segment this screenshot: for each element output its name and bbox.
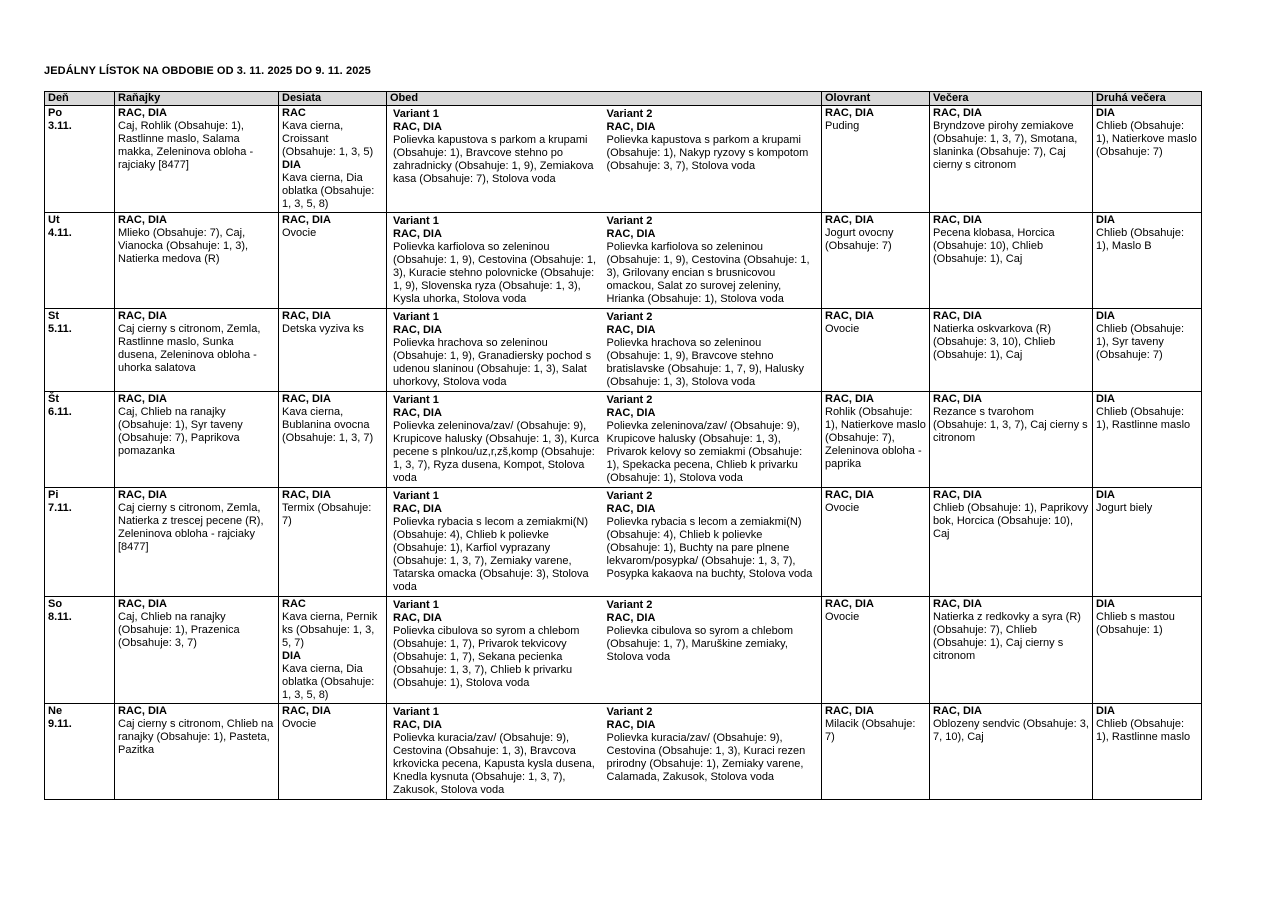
diet-label: RAC, DIA bbox=[118, 107, 167, 119]
vecera-cell bbox=[930, 597, 1093, 704]
table-row bbox=[45, 106, 1202, 213]
day-cell bbox=[45, 704, 115, 800]
meal-text: Ovocie bbox=[825, 502, 860, 514]
vecera-cell bbox=[930, 106, 1093, 213]
desiata-cell bbox=[279, 704, 387, 800]
meal-text: Polievka cibulova so syrom a chlebom (Obsahuje: 1, 7), Privarok tekvicovy (Obsahuje: 1, 7), Sekana pecienka (Obsahuje: 1, 3, 7), Chlieb k privarku (Obsahuje: 1), Stolova voda bbox=[393, 625, 580, 689]
olovrant-cell bbox=[822, 488, 930, 597]
meal-text: Polievka kapustova s parkom a krupami (Obsahuje: 1), Bravcove stehno po zahradnicky (Obsahuje: 1, 9), Zemiakova kasa (Obsahuje: 7), Stolova voda bbox=[393, 134, 594, 185]
variant-label: Variant 2 bbox=[606, 108, 653, 120]
diet-label: RAC, DIA bbox=[825, 310, 874, 322]
meal-text: Ovocie bbox=[282, 227, 317, 239]
day-date: 8.11. bbox=[48, 611, 72, 623]
obed-variant bbox=[604, 598, 818, 691]
diet-label: RAC, DIA bbox=[393, 612, 442, 624]
diet-label: RAC, DIA bbox=[393, 407, 442, 419]
vecera-cell bbox=[930, 213, 1093, 309]
meal-text: Kava cierna, Dia oblatka (Obsahuje: 1, 3, 5, 8) bbox=[282, 663, 375, 701]
obed-variants bbox=[390, 489, 818, 595]
diet-label: RAC, DIA bbox=[282, 310, 331, 322]
day-name: St bbox=[48, 310, 59, 322]
column-header-desiata: Desiata bbox=[279, 92, 387, 106]
day-name: Pi bbox=[48, 489, 59, 501]
meal-text: Pecena klobasa, Horcica (Obsahuje: 10), Chlieb (Obsahuje: 1), Caj bbox=[933, 227, 1055, 265]
diet-label: RAC, DIA bbox=[393, 121, 442, 133]
variant-label: Variant 1 bbox=[393, 490, 439, 502]
diet-label: RAC, DIA bbox=[606, 324, 656, 336]
column-header-vecera: Večera bbox=[930, 92, 1093, 106]
diet-label: DIA bbox=[1096, 705, 1115, 717]
meal-text: Puding bbox=[825, 120, 860, 132]
diet-label: RAC, DIA bbox=[606, 407, 656, 419]
meal-text: Kava cierna, Dia oblatka (Obsahuje: 1, 3, 5, 8) bbox=[282, 172, 375, 210]
diet-label: RAC, DIA bbox=[933, 489, 982, 501]
diet-label: RAC, DIA bbox=[393, 228, 442, 240]
desiata-cell bbox=[279, 213, 387, 309]
diet-label: DIA bbox=[282, 159, 301, 171]
obed-variant bbox=[390, 214, 604, 307]
day-cell bbox=[45, 309, 115, 392]
diet-label: RAC, DIA bbox=[118, 489, 167, 501]
meal-text: Polievka zeleninova/zav/ (Obsahuje: 9), Krupicove halusky (Obsahuje: 1, 3), Kurca pecene s plnkou/uz,r,zš,komp (Obsahuje: 1, 3, 7), Ryza dusena, Kompot, Stolova voda bbox=[393, 420, 600, 484]
ranajky-cell bbox=[115, 106, 279, 213]
meal-text: Caj cierny s citronom, Chlieb na ranajky (Obsahuje: 1), Pasteta, Pazitka bbox=[118, 718, 274, 756]
variant-label: Variant 1 bbox=[393, 108, 439, 120]
meal-text: Ovocie bbox=[825, 323, 860, 335]
table-row bbox=[45, 392, 1202, 488]
obed-variants bbox=[390, 705, 818, 798]
meal-text: Jogurt ovocny (Obsahuje: 7) bbox=[825, 227, 894, 252]
variant-label: Variant 1 bbox=[393, 706, 439, 718]
variant-label: Variant 2 bbox=[606, 599, 653, 611]
obed-variant bbox=[390, 310, 604, 390]
diet-label: RAC, DIA bbox=[393, 719, 442, 731]
meal-text: Chlieb (Obsahuje: 1), Natierkove maslo (Obsahuje: 7) bbox=[1096, 120, 1197, 158]
day-cell bbox=[45, 597, 115, 704]
menu-table bbox=[44, 91, 1202, 800]
vecera-cell bbox=[930, 704, 1093, 800]
diet-label: RAC, DIA bbox=[933, 705, 982, 717]
diet-label: RAC, DIA bbox=[118, 393, 167, 405]
variant-label: Variant 1 bbox=[393, 599, 439, 611]
page-title: JEDÁLNY LÍSTOK NA OBDOBIE OD 3. 11. 2025 DO 9. 11. 2025 bbox=[44, 65, 371, 77]
diet-label: RAC, DIA bbox=[606, 121, 656, 133]
obed-variant bbox=[390, 598, 604, 691]
obed-cell bbox=[387, 704, 822, 800]
meal-text: Polievka zeleninova/zav/ (Obsahuje: 9), Krupicove halusky (Obsahuje: 1, 3), Privarok kelovy so zemiakmi (Obsahuje: 1), Spekacka pecena, Chlieb k privarku (Obsahuje: 1), Stolova voda bbox=[606, 420, 803, 484]
meal-text: Caj, Chlieb na ranajky (Obsahuje: 1), Syr taveny (Obsahuje: 7), Paprikova pomazanka bbox=[118, 406, 243, 457]
variant-label: Variant 2 bbox=[606, 706, 653, 718]
obed-variant bbox=[604, 214, 818, 307]
ranajky-cell bbox=[115, 488, 279, 597]
diet-label: DIA bbox=[1096, 393, 1115, 405]
day-name: Ut bbox=[48, 214, 60, 226]
variant-label: Variant 1 bbox=[393, 394, 439, 406]
meal-text: Bryndzove pirohy zemiakove (Obsahuje: 1, 3, 7), Smotana, slaninka (Obsahuje: 7), Caj cierny s citronom bbox=[933, 120, 1078, 171]
obed-cell bbox=[387, 597, 822, 704]
meal-text: Chlieb (Obsahuje: 1), Rastlinne maslo bbox=[1096, 718, 1191, 743]
diet-label: RAC, DIA bbox=[933, 310, 982, 322]
diet-label: RAC, DIA bbox=[118, 214, 167, 226]
desiata-cell bbox=[279, 309, 387, 392]
diet-label: RAC, DIA bbox=[118, 310, 167, 322]
diet-label: RAC, DIA bbox=[282, 214, 331, 226]
table-row bbox=[45, 213, 1202, 309]
day-name: Ne bbox=[48, 705, 63, 717]
meal-text: Polievka karfiolova so zeleninou (Obsahuje: 1, 9), Cestovina (Obsahuje: 1, 3), Kuracie stehno polovnicke (Obsahuje: 1, 9), Slovenska ryza (Obsahuje: 1, 3), Kysla uhorka, Stolova voda bbox=[393, 241, 596, 305]
variant-label: Variant 2 bbox=[606, 215, 653, 227]
variant-label: Variant 2 bbox=[606, 311, 653, 323]
diet-label: RAC, DIA bbox=[606, 228, 656, 240]
diet-label: RAC, DIA bbox=[933, 598, 982, 610]
olovrant-cell bbox=[822, 106, 930, 213]
desiata-cell bbox=[279, 106, 387, 213]
column-header-ranajky: Raňajky bbox=[115, 92, 279, 106]
diet-label: RAC, DIA bbox=[282, 489, 331, 501]
desiata-cell bbox=[279, 488, 387, 597]
druha-vecera-cell bbox=[1093, 213, 1202, 309]
day-cell bbox=[45, 106, 115, 213]
day-cell bbox=[45, 488, 115, 597]
variant-label: Variant 1 bbox=[393, 215, 439, 227]
day-date: 4.11. bbox=[48, 227, 72, 239]
obed-variant bbox=[390, 107, 604, 187]
column-header-druha-vecera: Druhá večera bbox=[1093, 92, 1202, 106]
variant-label: Variant 2 bbox=[606, 490, 653, 502]
diet-label: RAC, DIA bbox=[393, 324, 442, 336]
day-date: 3.11. bbox=[48, 120, 72, 132]
diet-label: RAC, DIA bbox=[118, 598, 167, 610]
olovrant-cell bbox=[822, 704, 930, 800]
meal-text: Chlieb (Obsahuje: 1), Syr taveny (Obsahuje: 7) bbox=[1096, 323, 1185, 361]
meal-text: Rezance s tvarohom (Obsahuje: 1, 3, 7), Caj cierny s citronom bbox=[933, 406, 1088, 444]
diet-label: RAC, DIA bbox=[393, 503, 442, 515]
obed-variant bbox=[604, 310, 818, 390]
meal-text: Caj, Rohlik (Obsahuje: 1), Rastlinne maslo, Salama makka, Zeleninova obloha - rajciaky [8477] bbox=[118, 120, 254, 171]
diet-label: RAC, DIA bbox=[825, 107, 874, 119]
diet-label: DIA bbox=[1096, 598, 1115, 610]
ranajky-cell bbox=[115, 704, 279, 800]
obed-variant bbox=[390, 489, 604, 595]
diet-label: RAC, DIA bbox=[825, 705, 874, 717]
table-row bbox=[45, 309, 1202, 392]
druha-vecera-cell bbox=[1093, 488, 1202, 597]
druha-vecera-cell bbox=[1093, 597, 1202, 704]
meal-text: Polievka kapustova s parkom a krupami (Obsahuje: 1), Nakyp ryzovy s kompotom (Obsahuje: 3, 7), Stolova voda bbox=[606, 134, 809, 172]
obed-variant bbox=[390, 705, 604, 798]
obed-cell bbox=[387, 213, 822, 309]
obed-cell bbox=[387, 488, 822, 597]
obed-cell bbox=[387, 106, 822, 213]
meal-text: Kava cierna, Croissant (Obsahuje: 1, 3, 5) bbox=[282, 120, 374, 158]
diet-label: DIA bbox=[1096, 214, 1115, 226]
day-date: 6.11. bbox=[48, 406, 72, 418]
olovrant-cell bbox=[822, 309, 930, 392]
ranajky-cell bbox=[115, 392, 279, 488]
meal-text: Milacik (Obsahuje: 7) bbox=[825, 718, 916, 743]
table-row bbox=[45, 597, 1202, 704]
variant-label: Variant 1 bbox=[393, 311, 439, 323]
diet-label: DIA bbox=[1096, 107, 1115, 119]
column-header-obed: Obed bbox=[387, 92, 822, 106]
druha-vecera-cell bbox=[1093, 704, 1202, 800]
druha-vecera-cell bbox=[1093, 106, 1202, 213]
obed-variant bbox=[604, 107, 818, 187]
day-name: So bbox=[48, 598, 63, 610]
olovrant-cell bbox=[822, 597, 930, 704]
obed-variants bbox=[390, 393, 818, 486]
column-header-olovrant: Olovrant bbox=[822, 92, 930, 106]
meal-text: Polievka kuracia/zav/ (Obsahuje: 9), Cestovina (Obsahuje: 1, 3), Bravcova krkovicka pecena, Kapusta kysla dusena, Knedla kysnuta (Obsahuje: 1, 3, 7), Zakusok, Stolova voda bbox=[393, 732, 595, 796]
obed-variant bbox=[390, 393, 604, 486]
diet-label: DIA bbox=[282, 650, 301, 662]
column-header-den: Deň bbox=[45, 92, 115, 106]
vecera-cell bbox=[930, 309, 1093, 392]
meal-text: Natierka z redkovky a syra (R) (Obsahuje: 7), Chlieb (Obsahuje: 1), Caj cierny s citronom bbox=[933, 611, 1081, 662]
day-date: 9.11. bbox=[48, 718, 72, 730]
ranajky-cell bbox=[115, 309, 279, 392]
variant-label: Variant 2 bbox=[606, 394, 653, 406]
day-name: Št bbox=[48, 393, 59, 405]
diet-label: RAC, DIA bbox=[825, 598, 874, 610]
meal-text: Polievka karfiolova so zeleninou (Obsahuje: 1, 9), Cestovina (Obsahuje: 1, 3), Grilovany encian s brusnicovou omackou, Salat zo surovej zeleniny, Hrianka (Obsahuje: 1), Stolova voda bbox=[606, 241, 810, 305]
meal-text: Polievka kuracia/zav/ (Obsahuje: 9), Cestovina (Obsahuje: 1, 3), Kuraci rezen prirodny (Obsahuje: 1), Zemiaky varene, Calamada, Zakusok, Stolova voda bbox=[606, 732, 806, 783]
druha-vecera-cell bbox=[1093, 309, 1202, 392]
day-cell bbox=[45, 213, 115, 309]
diet-label: RAC bbox=[282, 107, 306, 119]
meal-text: Polievka cibulova so syrom a chlebom (Obsahuje: 1, 7), Maruškine zemiaky, Stolova voda bbox=[606, 625, 793, 663]
meal-text: Detska vyziva ks bbox=[282, 323, 364, 335]
obed-variants bbox=[390, 107, 818, 187]
diet-label: RAC, DIA bbox=[933, 214, 982, 226]
meal-text: Natierka oskvarkova (R) (Obsahuje: 3, 10), Chlieb (Obsahuje: 1), Caj bbox=[933, 323, 1056, 361]
ranajky-cell bbox=[115, 597, 279, 704]
diet-label: RAC, DIA bbox=[282, 393, 331, 405]
obed-variant bbox=[604, 489, 818, 595]
meal-text: Kava cierna, Bublanina ovocna (Obsahuje: 1, 3, 7) bbox=[282, 406, 374, 444]
diet-label: DIA bbox=[1096, 489, 1115, 501]
meal-text: Chlieb (Obsahuje: 1), Maslo B bbox=[1096, 227, 1185, 252]
meal-text: Chlieb (Obsahuje: 1), Paprikovy bok, Horcica (Obsahuje: 10), Caj bbox=[933, 502, 1089, 540]
table-row bbox=[45, 488, 1202, 597]
obed-variants bbox=[390, 310, 818, 390]
diet-label: RAC, DIA bbox=[825, 393, 874, 405]
druha-vecera-cell bbox=[1093, 392, 1202, 488]
meal-text: Chlieb (Obsahuje: 1), Rastlinne maslo bbox=[1096, 406, 1191, 431]
meal-text: Caj cierny s citronom, Zemla, Natierka z trescej pecene (R), Zeleninova obloha - rajciaky [8477] bbox=[118, 502, 264, 553]
diet-label: RAC, DIA bbox=[933, 393, 982, 405]
day-date: 7.11. bbox=[48, 502, 72, 514]
meal-text: Polievka hrachova so zeleninou (Obsahuje: 1, 9), Granadiersky pochod s udenou slaninou (Obsahuje: 1, 3), Salat uhorkovy, Stolova voda bbox=[393, 337, 592, 388]
diet-label: RAC, DIA bbox=[825, 214, 874, 226]
vecera-cell bbox=[930, 392, 1093, 488]
meal-text: Caj, Chlieb na ranajky (Obsahuje: 1), Prazenica (Obsahuje: 3, 7) bbox=[118, 611, 240, 649]
obed-variant bbox=[604, 393, 818, 486]
day-date: 5.11. bbox=[48, 323, 72, 335]
meal-text: Polievka rybacia s lecom a zemiakmi(N) (Obsahuje: 4), Chlieb k polievke (Obsahuje: 1), Karfiol vyprazany (Obsahuje: 1, 3, 7), Zemiaky varene, Tatarska omacka (Obsahuje: 3), Stolova voda bbox=[393, 516, 589, 593]
obed-cell bbox=[387, 309, 822, 392]
diet-label: RAC, DIA bbox=[825, 489, 874, 501]
meal-text: Kava cierna, Pernik ks (Obsahuje: 1, 3, 5, 7) bbox=[282, 611, 378, 649]
obed-variant bbox=[604, 705, 818, 798]
diet-label: RAC, DIA bbox=[118, 705, 167, 717]
obed-cell bbox=[387, 392, 822, 488]
meal-text: Ovocie bbox=[282, 718, 317, 730]
olovrant-cell bbox=[822, 213, 930, 309]
meal-text: Polievka rybacia s lecom a zemiakmi(N) (Obsahuje: 4), Chlieb k polievke (Obsahuje: 1), Buchty na pare plnene lekvarom/posypka/ (Obsahuje: 1, 3, 7), Posypka kakaova na buchty, Stolova voda bbox=[606, 516, 813, 580]
obed-variants bbox=[390, 598, 818, 691]
diet-label: RAC bbox=[282, 598, 306, 610]
day-name: Po bbox=[48, 107, 63, 119]
vecera-cell bbox=[930, 488, 1093, 597]
ranajky-cell bbox=[115, 213, 279, 309]
meal-text: Polievka hrachova so zeleninou (Obsahuje: 1, 9), Bravcove stehno bratislavske (Obsahuje: 1, 7, 9), Halusky (Obsahuje: 1, 3), Stolova voda bbox=[606, 337, 804, 388]
meal-text: Chlieb s mastou (Obsahuje: 1) bbox=[1096, 611, 1175, 636]
day-cell bbox=[45, 392, 115, 488]
obed-variants bbox=[390, 214, 818, 307]
olovrant-cell bbox=[822, 392, 930, 488]
meal-text: Jogurt biely bbox=[1096, 502, 1153, 514]
table-row bbox=[45, 704, 1202, 800]
menu-body bbox=[45, 106, 1202, 800]
header-row bbox=[45, 92, 1202, 106]
diet-label: RAC, DIA bbox=[933, 107, 982, 119]
meal-text: Ovocie bbox=[825, 611, 860, 623]
desiata-cell bbox=[279, 392, 387, 488]
diet-label: RAC, DIA bbox=[606, 719, 656, 731]
meal-text: Caj cierny s citronom, Zemla, Rastlinne maslo, Sunka dusena, Zeleninova obloha - uhorka salatova bbox=[118, 323, 261, 374]
diet-label: RAC, DIA bbox=[282, 705, 331, 717]
diet-label: DIA bbox=[1096, 310, 1115, 322]
meal-text: Mlieko (Obsahuje: 7), Caj, Vianocka (Obsahuje: 1, 3), Natierka medova (R) bbox=[118, 227, 249, 265]
meal-text: Oblozeny sendvic (Obsahuje: 3, 7, 10), Caj bbox=[933, 718, 1089, 743]
meal-text: Rohlik (Obsahuje: 1), Natierkove maslo (Obsahuje: 7), Zeleninova obloha - paprika bbox=[825, 406, 926, 470]
diet-label: RAC, DIA bbox=[606, 503, 656, 515]
diet-label: RAC, DIA bbox=[606, 612, 656, 624]
meal-text: Termix (Obsahuje: 7) bbox=[282, 502, 372, 527]
desiata-cell bbox=[279, 597, 387, 704]
